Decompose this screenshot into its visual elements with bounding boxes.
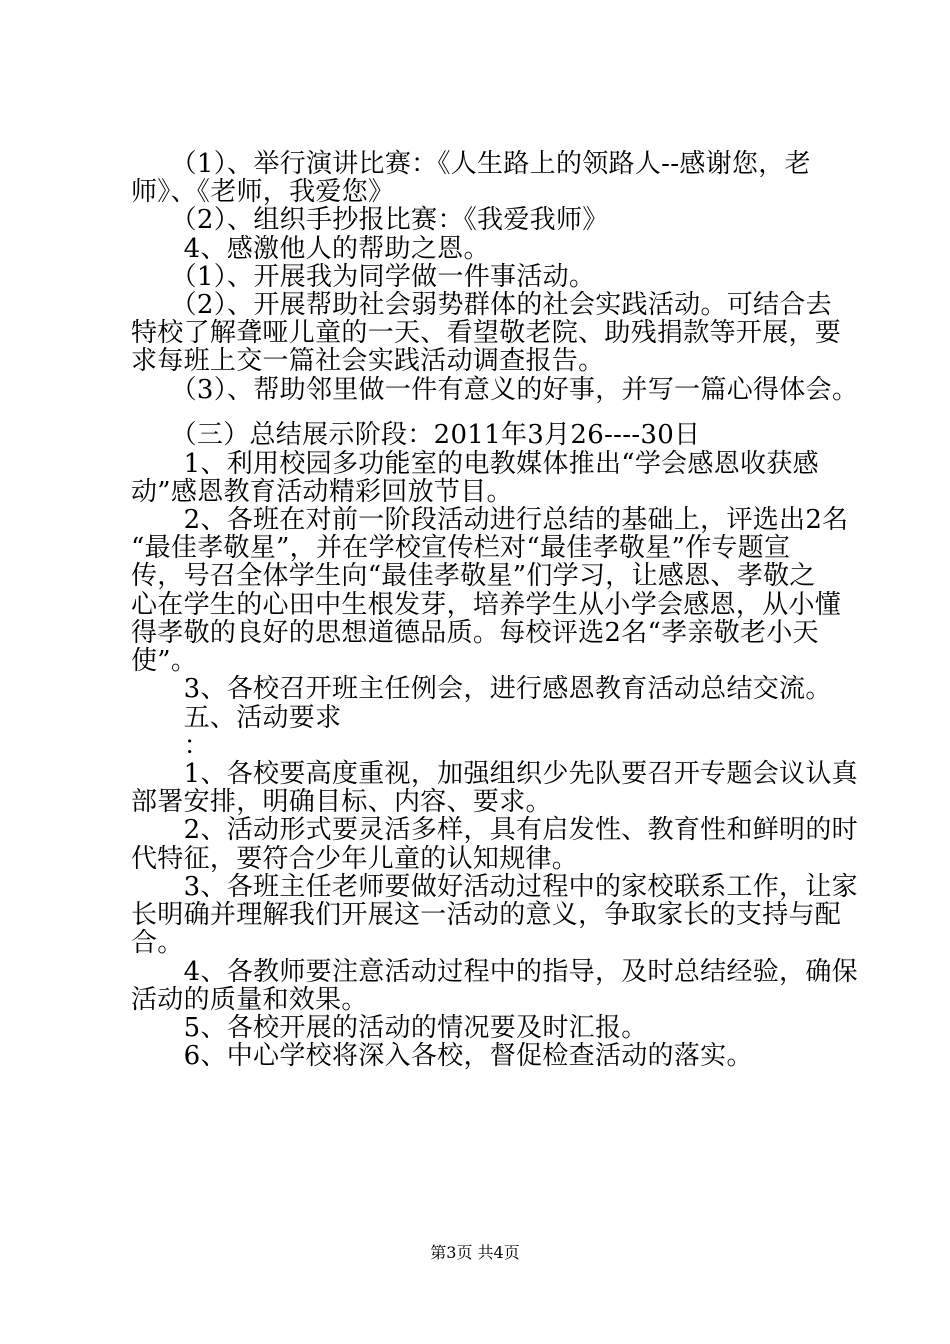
paragraph-line: 2、活动形式要灵活多样，具有启发性、教育性和鲜明的时 xyxy=(131,815,858,845)
paragraph-line: 2、各班在对前一阶段活动进行总结的基础上，评选出2名 xyxy=(131,505,849,535)
section-heading: 五、活动要求 xyxy=(131,703,342,733)
paragraph-line: 6、中心学校将深入各校，督促检查活动的落实。 xyxy=(131,1041,753,1071)
paragraph-line: （1）、开展我为同学做一件事活动。 xyxy=(131,262,596,292)
page-footer: 第3页 共4页 xyxy=(430,1243,520,1262)
paragraph-line: 合。 xyxy=(131,928,184,958)
paragraph-line: 1、各校要高度重视，加强组织少先队要召开专题会议认真 xyxy=(131,759,858,789)
paragraph-line: 长明确并理解我们开展这一活动的意义，争取家长的支持与配 xyxy=(131,900,842,930)
paragraph-line: 1、利用校园多功能室的电教媒体推出“学会感恩收获感 xyxy=(131,449,819,479)
paragraph-line: 求每班上交一篇社会实践活动调查报告。 xyxy=(131,346,605,376)
paragraph-line: 得孝敬的良好的思想道德品质。每校评选2名“孝亲敬老小天 xyxy=(131,618,819,648)
section-heading: （三）总结展示阶段：2011年3月26----30日 xyxy=(131,420,701,450)
paragraph-line: 代特征，要符合少年儿童的认知规律。 xyxy=(131,844,579,874)
paragraph-line: 动”感恩教育活动精彩回放节目。 xyxy=(131,477,513,507)
paragraph-line: （1）、举行演讲比赛：《人生路上的领路人--感谢您，老 xyxy=(131,149,811,179)
paragraph-line: “最佳孝敬星”，并在学校宣传栏对“最佳孝敬星”作专题宣 xyxy=(131,533,791,563)
paragraph-line: 5、各校开展的活动的情况要及时汇报。 xyxy=(131,1013,648,1043)
paragraph-line: ： xyxy=(131,731,210,761)
paragraph-line: （2）、开展帮助社会弱势群体的社会实践活动。可结合去 xyxy=(131,290,832,320)
paragraph-line: 使”。 xyxy=(131,646,198,676)
paragraph-line: 3、各校召开班主任例会，进行感恩教育活动总结交流。 xyxy=(131,674,832,704)
paragraph-line: （2）、组织手抄报比赛：《我爱我师》 xyxy=(131,205,609,235)
paragraph-line: （3）、帮助邻里做一件有意义的好事，并写一篇心得体会。 xyxy=(131,375,859,405)
paragraph-line: 3、各班主任老师要做好活动过程中的家校联系工作，让家 xyxy=(131,872,858,902)
paragraph-line: 特校了解聋哑儿童的一天、看望敬老院、助残捐款等开展，要 xyxy=(131,318,842,348)
paragraph-line: 部署安排，明确目标、内容、要求。 xyxy=(131,787,552,817)
paragraph-line: 4、各教师要注意活动过程中的指导，及时总结经验，确保 xyxy=(131,957,858,987)
paragraph-line: 4、感激他人的帮助之恩。 xyxy=(131,234,490,264)
paragraph-line: 活动的质量和效果。 xyxy=(131,985,368,1015)
paragraph-line: 师》、《老师，我爱您》 xyxy=(131,177,395,207)
paragraph-line: 心在学生的心田中生根发芽，培养学生从小学会感恩，从小懂 xyxy=(131,590,842,620)
paragraph-line: 传，号召全体学生向“最佳孝敬星”们学习，让感恩、孝敬之 xyxy=(131,561,816,591)
